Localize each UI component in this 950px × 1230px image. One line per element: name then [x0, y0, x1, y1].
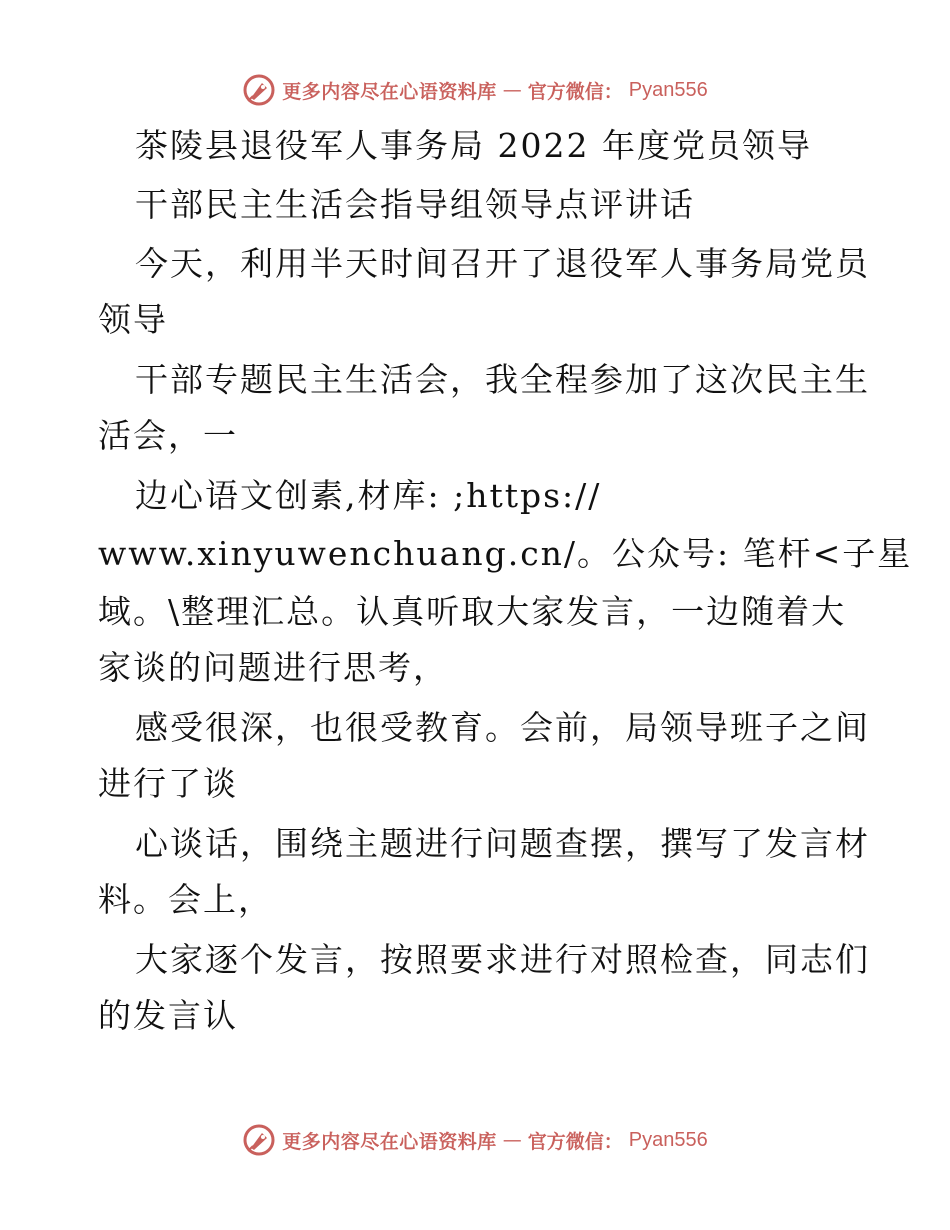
body-line: 域。\整理汇总。认真听取大家发言，一边随着大 [98, 592, 847, 631]
body-line: www.xinyuwenchuang.cn/。公众号: 笔杆<子星 [98, 534, 913, 573]
body-line: 边心语文创素,材库: ;https:// [135, 476, 602, 515]
body-line: 干部专题民主生活会，我全程参加了这次民主生 [135, 360, 870, 399]
body-line: 今天，利用半天时间召开了退役军人事务局党员 [135, 244, 870, 283]
banner-separator: — [502, 1129, 522, 1151]
body-line: 家谈的问题进行思考， [98, 648, 448, 687]
body-line: 进行了谈 [98, 764, 238, 803]
body-line: 心谈话，围绕主题进行问题查摆，撰写了发言材 [135, 824, 870, 863]
body-line: 料。会上， [98, 880, 273, 919]
title-line-1: 茶陵县退役军人事务局 2022 年度党员领导 [135, 126, 812, 165]
banner-wechat-label: 官方微信： [527, 80, 623, 103]
banner-wechat-id: Pyan556 [628, 1128, 708, 1151]
banner-wechat-label: 官方微信： [527, 1130, 623, 1153]
banner-title: 更多内容尽在心语资料库 [282, 80, 497, 103]
body-line: 的发言认 [98, 996, 238, 1035]
banner-separator: — [502, 79, 522, 101]
pen-nib-logo-icon [242, 1123, 276, 1157]
body-line: 大家逐个发言，按照要求进行对照检查，同志们 [135, 940, 870, 979]
title-line-2: 干部民主生活会指导组领导点评讲话 [135, 185, 695, 224]
body-line: 领导 [98, 300, 168, 339]
banner-title: 更多内容尽在心语资料库 [282, 1130, 497, 1153]
pen-nib-logo-icon [242, 73, 276, 107]
footer-banner [0, 1120, 950, 1160]
body-line: 感受很深，也很受教育。会前，局领导班子之间 [135, 708, 870, 747]
banner-wechat-id: Pyan556 [628, 78, 708, 101]
header-banner [0, 70, 950, 110]
body-line: 活会，一 [98, 416, 238, 455]
